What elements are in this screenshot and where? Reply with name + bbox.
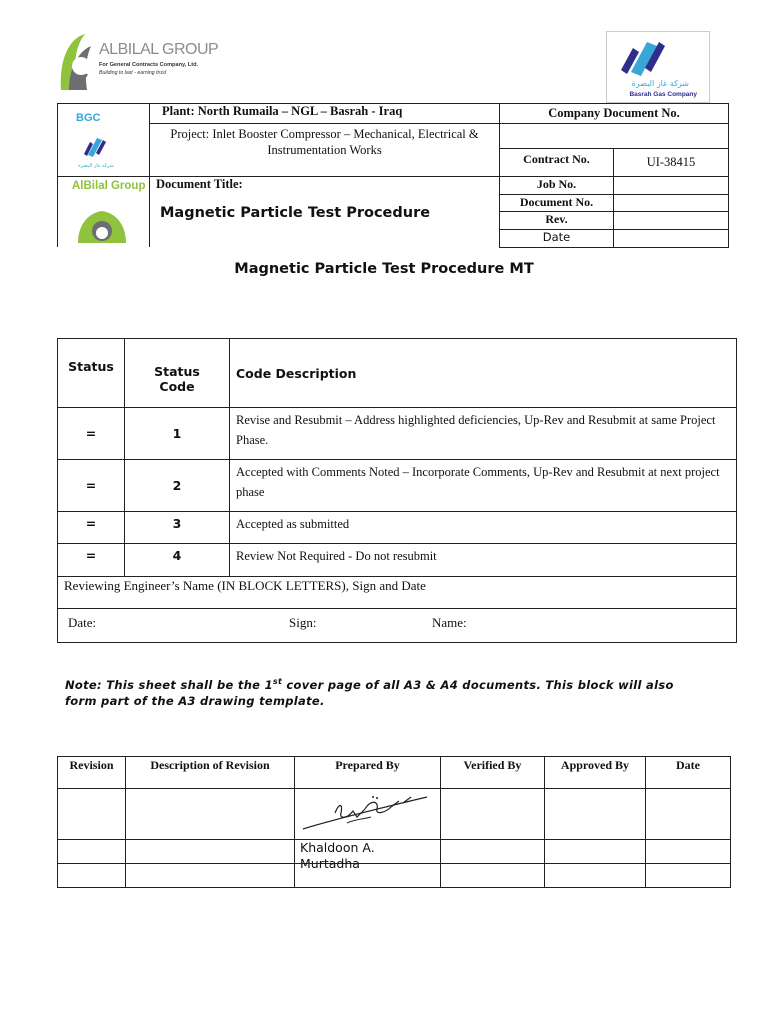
job-no-value: [613, 177, 728, 195]
verified-by-cell: [441, 789, 545, 840]
contract-no-value: UI-38415: [613, 149, 728, 177]
albilal-small-label: AlBilal Group: [72, 180, 146, 192]
status-code-cell: 4: [125, 544, 230, 577]
bgc-small-arabic: شركة غاز البصرة: [78, 163, 114, 169]
basrah-gas-company-logo: [606, 31, 710, 103]
project-cell: Project: Inlet Booster Compressor – Mechanical, Electrical & Instrumentation Works: [150, 124, 500, 177]
albilal-small-logo-cell: [58, 177, 150, 248]
albilal-logo-line1: For General Contracts Company, Ltd.: [99, 62, 199, 68]
bgc-logo-graphic: [607, 32, 709, 102]
document-no-value: [613, 194, 728, 212]
reviewer-line: Reviewing Engineer’s Name (IN BLOCK LETTERS), Sign and Date: [58, 577, 737, 609]
company-document-no-value: [500, 124, 729, 149]
revision-row: [58, 864, 731, 888]
status-code-header: Status Code: [125, 339, 230, 408]
plant-cell: Plant: North Rumaila – NGL – Basrah - Iraq: [150, 104, 500, 124]
document-no-label: Document No.: [500, 194, 614, 212]
cover-page-note: [65, 674, 675, 709]
rev-label: Rev.: [500, 212, 614, 230]
date-cell: [646, 789, 731, 840]
date-cell: [646, 840, 731, 864]
code-description-cell: Revise and Resubmit – Address highlighted deficiencies, Up-Rev and Resubmit at same Project Phase.: [230, 408, 737, 460]
prepared-by-name: Khaldoon A. Murtadha: [300, 840, 375, 871]
status-row: [58, 512, 737, 544]
date-label: Date: [500, 229, 614, 247]
status-cell: =: [58, 460, 125, 512]
revision-cell: [58, 840, 126, 864]
albilal-small-logo: [58, 177, 149, 243]
status-row: [58, 408, 737, 460]
revision-row: [58, 840, 731, 864]
verified-by-cell: [441, 864, 545, 888]
code-description-header: Code Description: [230, 339, 737, 408]
sign-off-date-label: Date:: [68, 615, 97, 630]
code-description-cell: Review Not Required - Do not resubmit: [230, 544, 737, 577]
prepared-by-signature-cell: [295, 789, 441, 840]
revision-row: [58, 789, 731, 840]
status-code-table: [57, 338, 737, 643]
status-row: [58, 544, 737, 577]
document-title-block: [57, 103, 729, 248]
description-cell: [126, 864, 295, 888]
approved-by-cell: [545, 789, 646, 840]
contract-no-label: Contract No.: [500, 149, 614, 177]
note-superscript: st: [272, 677, 283, 686]
document-title-label: Document Title:: [156, 177, 243, 191]
rev-value: [613, 212, 728, 230]
description-cell: [126, 840, 295, 864]
date-header: Date: [646, 757, 731, 789]
revision-cell: [58, 864, 126, 888]
status-cell: =: [58, 544, 125, 577]
revision-header: Revision: [58, 757, 126, 789]
sign-off-sign-label: Sign:: [289, 615, 317, 630]
bgc-small-logo-cell: [58, 104, 150, 177]
company-document-no-label: Company Document No.: [500, 104, 729, 124]
status-cell: =: [58, 512, 125, 544]
albilal-logo-name: ALBILAL GROUP: [99, 41, 219, 58]
description-header: Description of Revision: [126, 757, 295, 789]
verified-by-cell: [441, 840, 545, 864]
prepared-by-header: Prepared By: [295, 757, 441, 789]
prepared-by-name-cell: [295, 840, 441, 871]
approved-by-header: Approved By: [545, 757, 646, 789]
revision-cell: [58, 789, 126, 840]
approved-by-cell: [545, 864, 646, 888]
note-text-end: cover page of all A3 & A4 documents. This block will also form part of the A3 drawing template.: [65, 677, 674, 708]
status-code-cell: 3: [125, 512, 230, 544]
handwritten-signature: [295, 789, 440, 835]
job-no-label: Job No.: [500, 177, 614, 195]
revision-table: [57, 756, 731, 888]
bgc-logo-english: Basrah Gas Company: [629, 91, 697, 98]
sign-off-name-label: Name:: [432, 615, 467, 630]
description-cell: [126, 789, 295, 840]
albilal-logo-line2: Building to last - earning trust: [99, 70, 167, 76]
status-cell: =: [58, 408, 125, 460]
verified-by-header: Verified By: [441, 757, 545, 789]
albilal-logo-graphic: [55, 30, 219, 96]
bgc-small-label: BGC: [76, 112, 101, 124]
approved-by-cell: [545, 840, 646, 864]
status-code-cell: 1: [125, 408, 230, 460]
code-description-cell: Accepted with Comments Noted – Incorporate Comments, Up-Rev and Resubmit at next project phase: [230, 460, 737, 512]
page-title: Magnetic Particle Test Procedure MT: [234, 261, 534, 277]
bgc-logo-arabic: شركة غاز البصرة: [631, 79, 689, 88]
document-title-cell: [150, 177, 500, 248]
note-text-start: Note: This sheet shall be the 1: [65, 677, 273, 692]
status-row: [58, 460, 737, 512]
document-title-value: Magnetic Particle Test Procedure: [160, 205, 431, 221]
bgc-small-logo: [58, 104, 149, 172]
sign-off-row: [58, 609, 737, 643]
albilal-group-logo: [55, 30, 219, 96]
date-value: [613, 229, 728, 247]
date-cell: [646, 864, 731, 888]
status-header: Status: [58, 339, 125, 408]
code-description-cell: Accepted as submitted: [230, 512, 737, 544]
status-code-cell: 2: [125, 460, 230, 512]
